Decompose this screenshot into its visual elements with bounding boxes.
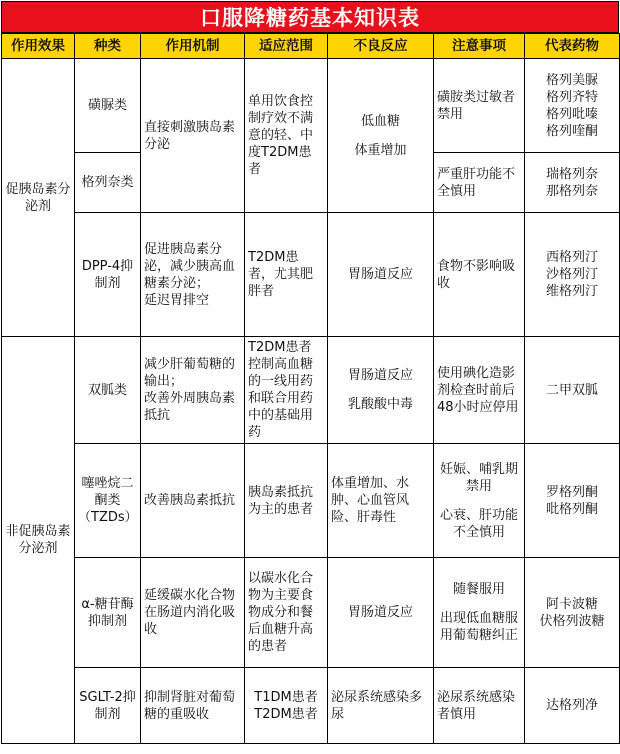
category-tzd: 噻唑烷二酮类（TZDs） [75,444,141,558]
table-row-tzd [2,444,620,558]
indication-sulfonylurea: 单用饮食控制疗效不满意的轻、中度T2DM患者 [245,59,328,213]
indication-part: T1DM患者 [254,689,318,705]
drugs-sglt2: 达格列净 [525,668,620,744]
side-effect-sglt2: 泌尿系统感染多尿 [328,668,434,744]
drug-item: 西格列汀 [545,250,598,265]
category-dpp4: DPP-4抑制剂 [75,213,141,337]
category-sulfonylurea: 磺脲类 [75,59,141,153]
precaution-agi [434,558,525,668]
mechanism-agi: 延缓碳水化合物在肠道内消化吸收 [141,558,245,668]
side-effect-hypoglycemia: 低血糖 [360,113,400,129]
drugs-biguanide: 二甲双胍 [525,337,620,444]
drugs-glinide [525,153,620,213]
mechanism-part: 促进胰岛素分泌，减少胰高血糖素分泌； [144,241,236,291]
drug-item: 伏格列波糖 [539,613,605,629]
header-precaution: 注意事项 [434,34,525,59]
mechanism-part: 延迟胃排空 [144,292,210,308]
mechanism-dpp4 [141,213,245,337]
header-side-effect: 不良反应 [328,34,434,59]
drug-item: 阿卡波糖 [545,596,598,612]
header-mechanism: 作用机制 [141,34,245,59]
drugs-tzd [525,444,620,558]
drugs-dpp4 [525,213,620,337]
indication-sglt2 [245,668,328,744]
mechanism-part: 改善外周胰岛素抵抗 [144,391,236,423]
header-row [2,34,620,59]
precaution-part: 随餐服用 [452,582,505,597]
drug-item: 沙格列汀 [545,267,598,282]
precaution-part: 出现低血糖服用葡萄糖纠正 [439,611,518,643]
mechanism-sglt2: 抑制肾脏对葡萄糖的重吸收 [141,668,245,744]
header-drugs: 代表药物 [525,34,620,59]
drug-item: 格列吡嗪 [545,106,598,122]
group-non-secretagogue: 非促胰岛素分泌剂 [2,337,75,744]
side-effect-sulfonylurea [328,59,434,213]
header-effect: 作用效果 [2,34,75,59]
indication-dpp4: T2DM患者，尤其肥胖者 [245,213,328,337]
table-row-biguanide [2,337,620,444]
drug-item: 瑞格列奈 [545,166,598,182]
precaution-dpp4: 食物不影响吸收 [434,213,525,337]
precaution-part: 妊娠、哺乳期禁用 [439,461,518,494]
indication-agi: 以碳水化合物为主要食物成分和餐后血糖升高的患者 [245,558,328,668]
precaution-sulfonylurea: 磺胺类过敏者禁用 [434,59,525,153]
mechanism-sulfonylurea: 直接刺激胰岛素分泌 [141,59,245,213]
header-category: 种类 [75,34,141,59]
drug-item: 维格列汀 [545,284,598,299]
table-row-sulfonylurea [2,59,620,153]
table-row-dpp4 [2,213,620,337]
precaution-biguanide: 使用碘化造影剂检查时前后48小时应停用 [434,337,525,444]
drugs-sulfonylurea [525,59,620,153]
drug-table [1,33,620,744]
drug-item: 格列美脲 [545,72,598,88]
table-title: 口服降糖药基本知识表 [1,1,619,33]
mechanism-tzd: 改善胰岛素抵抗 [141,444,245,558]
drug-table-sheet [1,1,619,752]
drug-item: 吡格列酮 [545,501,598,517]
precaution-sglt2: 泌尿系统感染者慎用 [434,668,525,744]
drug-item: 那格列奈 [545,183,598,199]
drugs-agi [525,558,620,668]
category-sglt2: SGLT-2抑制剂 [75,668,141,744]
table-row-agi [2,558,620,668]
side-effect-tzd: 体重增加、水肿、心血管风险、肝毒性 [328,444,434,558]
side-effect-agi: 胃肠道反应 [328,558,434,668]
indication-biguanide: T2DM患者控制高血糖的一线用药和联合用药中的基础用药 [245,337,328,444]
drug-item: 格列齐特 [545,89,598,105]
indication-part: T2DM患者 [254,706,318,722]
precaution-part: 心衰、肝功能不全慎用 [439,507,518,540]
group-secretagogue: 促胰岛素分泌剂 [2,59,75,337]
side-effect-biguanide [328,337,434,444]
side-effect-lactic-acidosis: 乳酸酸中毒 [347,397,413,412]
header-indication: 适应范围 [245,34,328,59]
side-effect-gi: 胃肠道反应 [347,368,413,383]
side-effect-dpp4: 胃肠道反应 [328,213,434,337]
mechanism-biguanide [141,337,245,444]
drug-item: 格列喹酮 [545,123,598,139]
indication-tzd: 胰岛素抵抗为主的患者 [245,444,328,558]
side-effect-weight-gain: 体重增加 [354,142,407,158]
table-row-sglt2 [2,668,620,744]
category-biguanide: 双胍类 [75,337,141,444]
category-glinide: 格列奈类 [75,153,141,213]
drug-item: 罗格列酮 [545,484,598,500]
precaution-glinide: 严重肝功能不全慎用 [434,153,525,213]
mechanism-part: 减少肝葡萄糖的输出； [144,357,236,389]
category-agi: α-糖苷酶抑制剂 [75,558,141,668]
precaution-tzd [434,444,525,558]
